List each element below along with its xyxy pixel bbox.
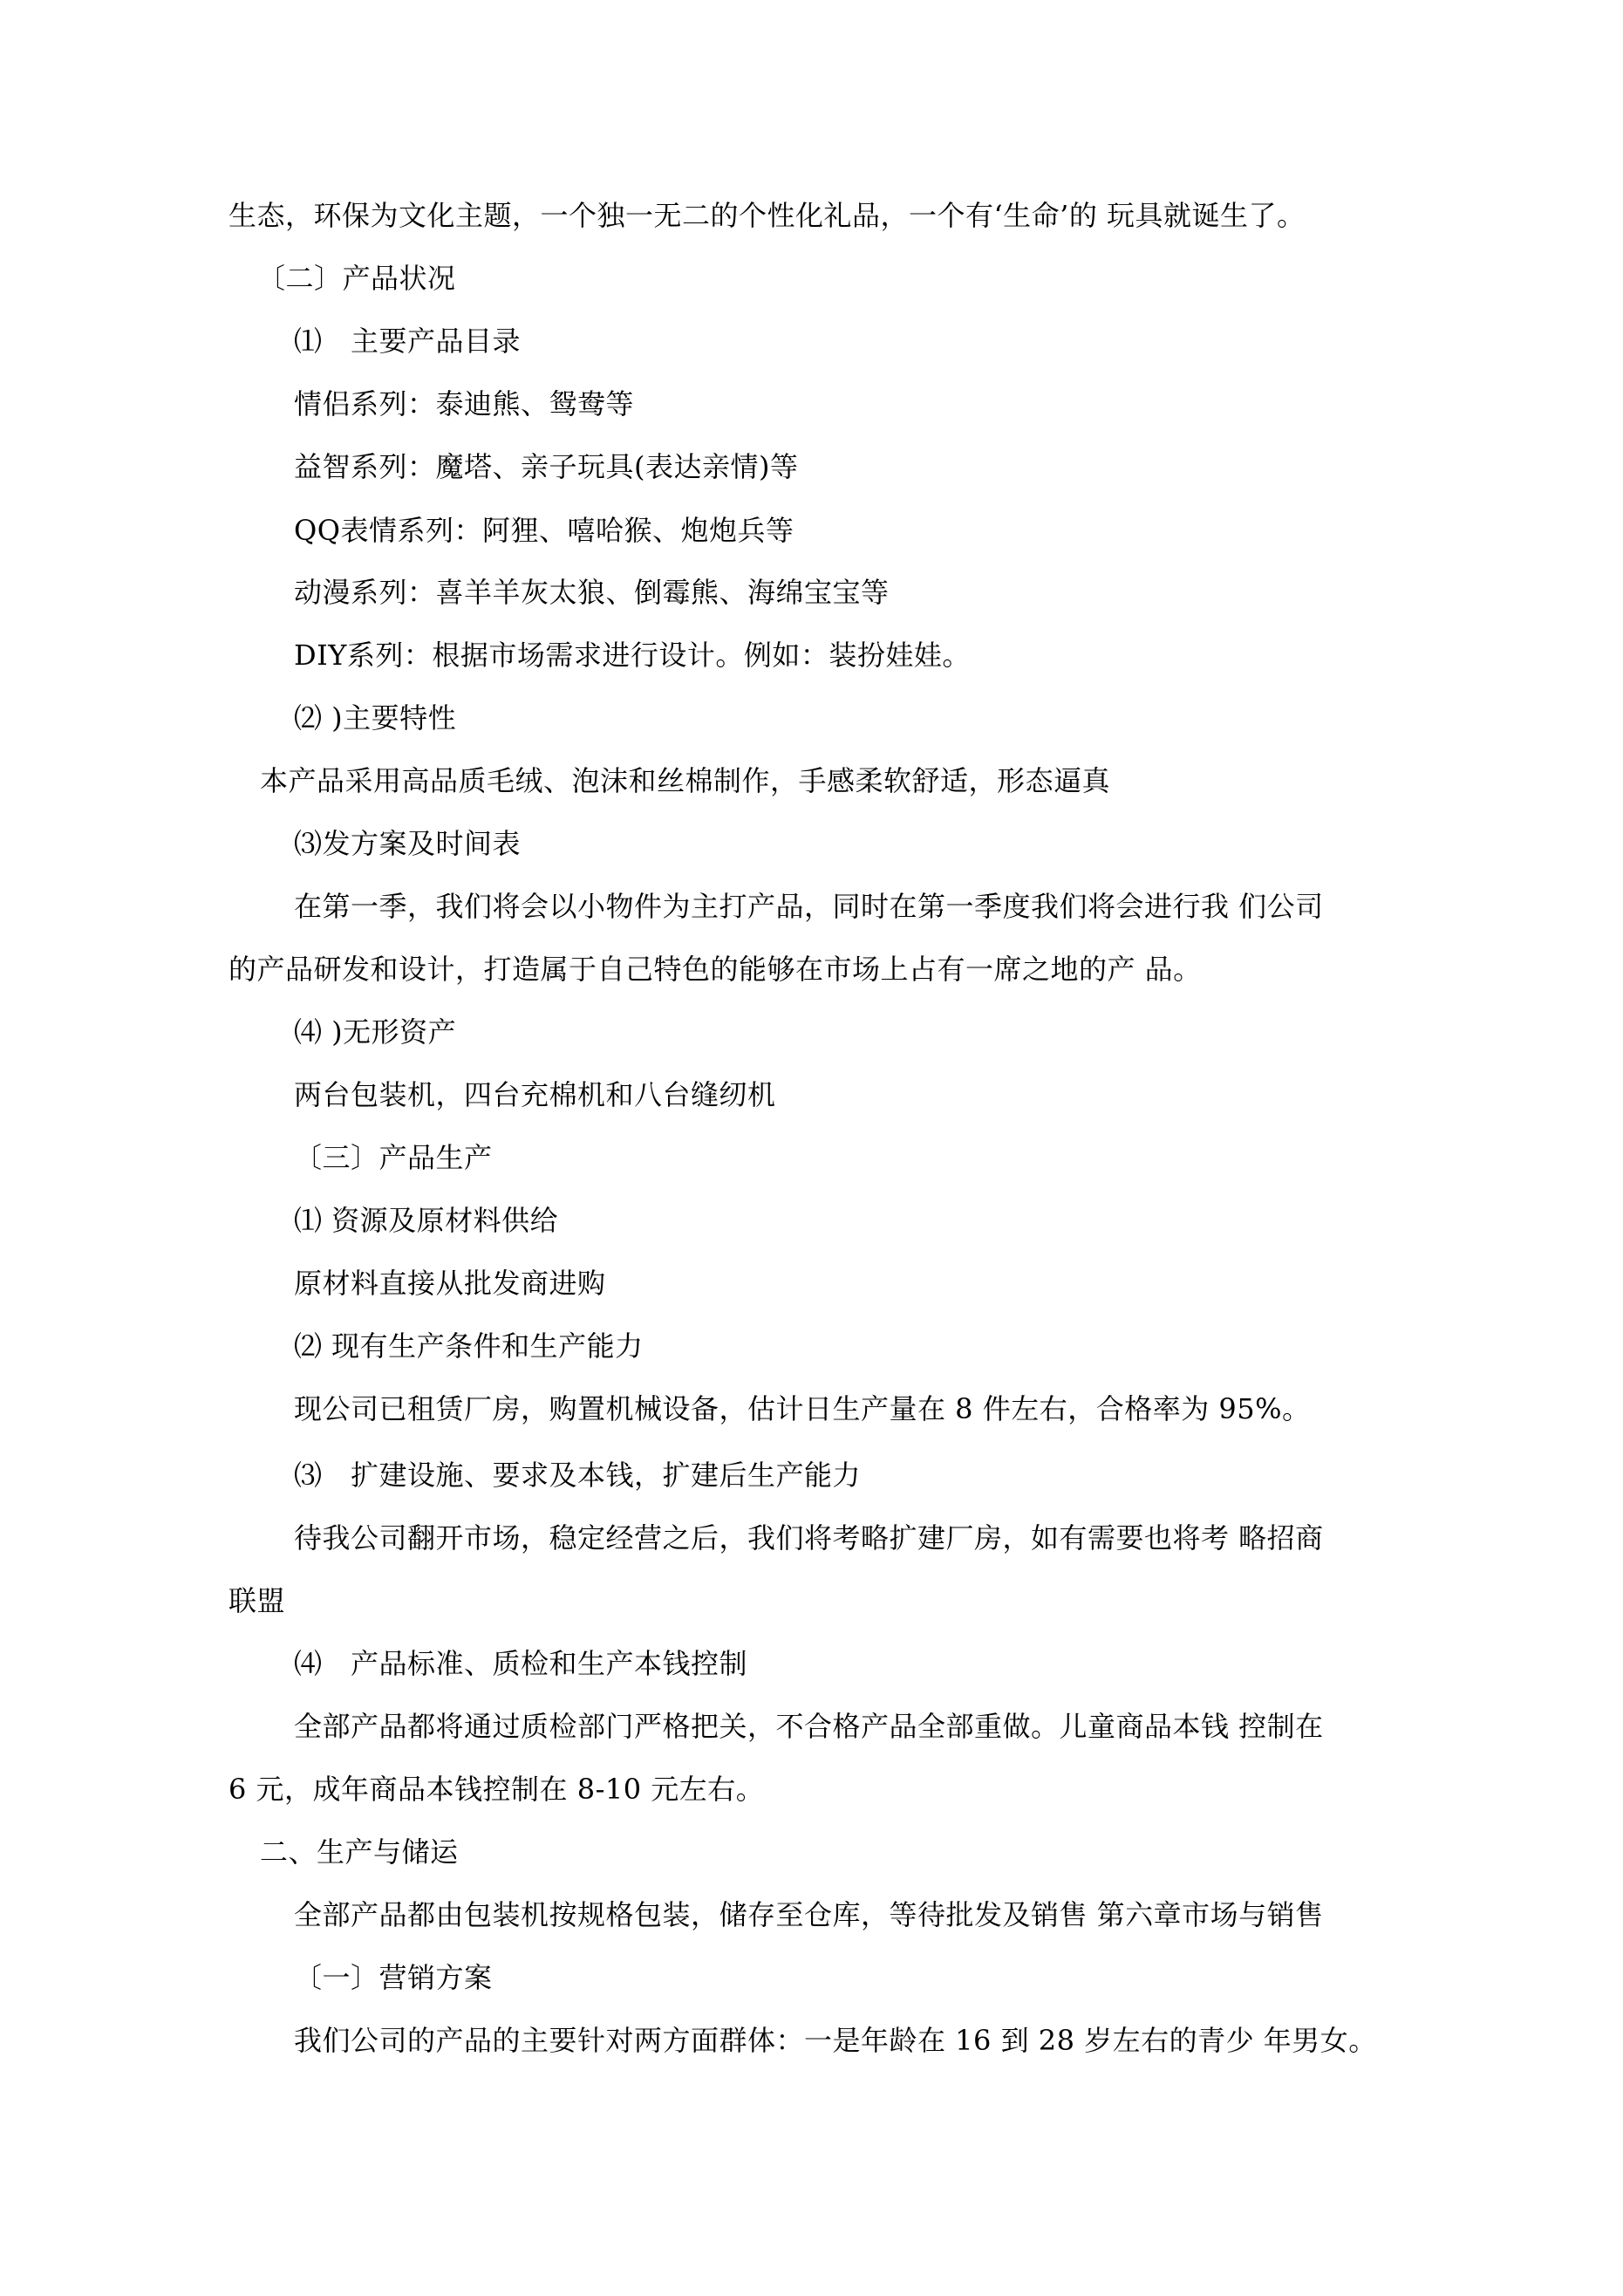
paragraph-line: 原材料直接从批发商进购 <box>294 1267 606 1300</box>
subsection-heading: ⑴ 资源及原材料供给 <box>294 1204 559 1237</box>
paragraph-line: 联盟 <box>228 1584 286 1617</box>
section-heading: 二、生产与储运 <box>260 1835 459 1869</box>
paragraph-line: 待我公司翻开市场，稳定经营之后，我们将考略扩建厂房，如有需要也将考 略招商 <box>294 1521 1324 1555</box>
paragraph-line: 全部产品都由包装机按规格包装，储存至仓库，等待批发及销售 第六章市场与销售 <box>294 1898 1324 1931</box>
section-heading: 〔二〕产品状况 <box>257 262 456 295</box>
paragraph-line: DIY系列：根据市场需求进行设计。例如：装扮娃娃。 <box>294 639 971 672</box>
paragraph-line: 在第一季，我们将会以小物件为主打产品，同时在第一季度我们将会进行我 们公司 <box>294 890 1324 923</box>
subsection-heading: ⑶ 扩建设施、要求及本钱，扩建后生产能力 <box>294 1459 862 1492</box>
section-heading: 〔三〕产品生产 <box>294 1141 493 1174</box>
section-heading: 〔一〕营销方案 <box>294 1961 493 1994</box>
paragraph-line: 6 元，成年商品本钱控制在 8-10 元左右。 <box>228 1773 765 1806</box>
paragraph-line: 我们公司的产品的主要针对两方面群体：一是年龄在 16 到 28 岁左右的青少 年男女。 <box>294 2024 1377 2057</box>
subsection-heading: ⑷ 产品标准、质检和生产本钱控制 <box>294 1647 748 1680</box>
subsection-heading: ⑶发方案及时间表 <box>294 827 522 860</box>
paragraph-line: 益智系列：魔塔、亲子玩具(表达亲情)等 <box>294 450 799 483</box>
paragraph-line: 动漫系列：喜羊羊灰太狼、倒霉熊、海绵宝宝等 <box>294 576 890 609</box>
paragraph-line: 情侣系列：泰迪熊、鸳鸯等 <box>294 387 635 420</box>
subsection-heading: ⑷ )无形资产 <box>294 1015 457 1049</box>
paragraph-line: 的产品研发和设计，打造属于自己特色的能够在市场上占有一席之地的产 品。 <box>228 953 1202 986</box>
subsection-heading: ⑵ )主要特性 <box>294 701 457 735</box>
paragraph-line: 两台包装机，四台充棉机和八台缝纫机 <box>294 1078 776 1111</box>
paragraph-line: 本产品采用高品质毛绒、泡沫和丝棉制作，手感柔软舒适，形态逼真 <box>260 764 1111 797</box>
paragraph-line: QQ表情系列：阿狸、嘻哈猴、炮炮兵等 <box>294 514 794 547</box>
paragraph-line: 全部产品都将通过质检部门严格把关，不合格产品全部重做。儿童商品本钱 控制在 <box>294 1710 1324 1743</box>
paragraph-line: 现公司已租赁厂房，购置机械设备，估计日生产量在 8 件左右，合格率为 95%。 <box>294 1392 1311 1425</box>
subsection-heading: ⑴ 主要产品目录 <box>294 325 522 358</box>
paragraph-line: 生态，环保为文化主题，一个独一无二的个性化礼品，一个有‘生命’的 玩具就诞生了。 <box>228 199 1306 232</box>
subsection-heading: ⑵ 现有生产条件和生产能力 <box>294 1329 644 1363</box>
